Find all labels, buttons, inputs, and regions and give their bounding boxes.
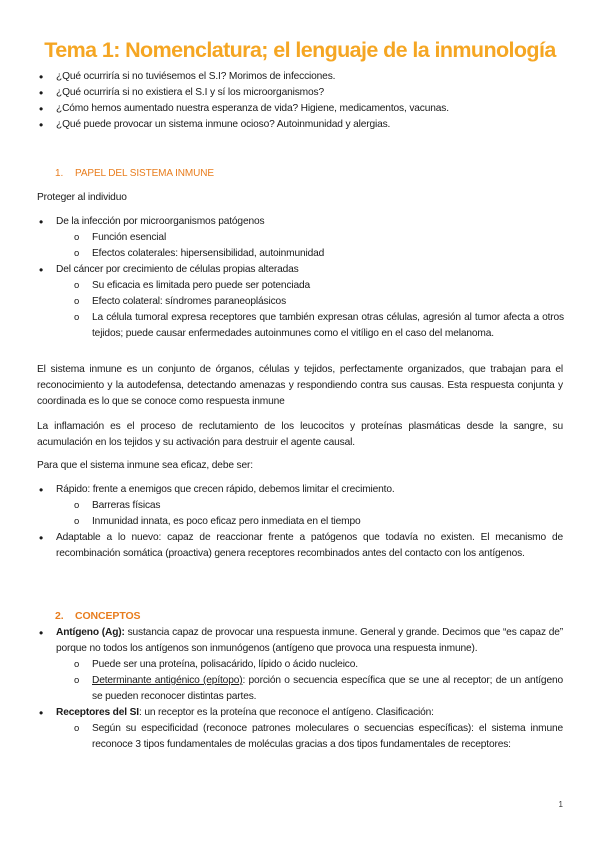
sub-list-item: o Función esencial [19, 230, 570, 246]
roles-list [19, 214, 570, 342]
section-number: 2. [55, 610, 64, 622]
concepts-list [19, 625, 563, 753]
sub-list-item: o Según su especificidad (reconoce patrones moleculares o secuencias específicas): el sistema inmune reconoce 3 tipos fundamentales de moléculas gracias a dos tipos fundamentales de receptores: [19, 721, 563, 753]
term-antigen: Antígeno (Ag): [56, 627, 125, 638]
sub-list-item: o Barreras físicas [19, 498, 563, 514]
page-number: 1 [558, 800, 563, 809]
list-item: • Rápido: frente a enemigos que crecen rápido, debemos limitar el crecimiento. [19, 482, 563, 498]
term-epitope: Determinante antigénico (epítopo) [92, 675, 243, 686]
sub-list-item [19, 673, 563, 705]
list-item [19, 625, 563, 657]
list-item: • ¿Cómo hemos aumentado nuestra esperanza de vida? Higiene, medicamentos, vacunas. [19, 101, 570, 117]
sub-list-item: o Su eficacia es limitada pero puede ser potenciada [19, 278, 570, 294]
definition-epitope: : porción o secuencia específica que se une al receptor; de un antígeno se pueden reconocer distintas partes. [92, 675, 563, 702]
section-number: 1. [55, 168, 64, 179]
intro-question-list [19, 69, 570, 133]
list-item: • ¿Qué puede provocar un sistema inmune ocioso? Autoinmunidad y alergias. [19, 117, 570, 133]
sub-list-item: o Efecto colateral: síndromes paraneoplásicos [19, 294, 570, 310]
sub-list-item: o Efectos colaterales: hipersensibilidad, autoinmunidad [19, 246, 570, 262]
term-receptors: Receptores del SI [56, 707, 139, 718]
definition-antigen: sustancia capaz de provocar una respuesta inmune. General y grande. Decimos que “es capaz de” porque no todos los antígenos son inmunógenos (antígeno que provoca una respuesta inmune). [56, 627, 563, 654]
list-item: • De la infección por microorganismos patógenos [19, 214, 570, 230]
sub-list-item: o Puede ser una proteína, polisacárido, lípido o ácido nucleico. [19, 657, 563, 673]
list-item [19, 705, 563, 721]
sub-list-item: o Inmunidad innata, es poco eficaz pero inmediata en el tiempo [19, 514, 563, 530]
list-item: • ¿Qué ocurriría si no existiera el S.I y sí los microorganismos? [19, 85, 570, 101]
list-item: • Adaptable a lo nuevo: capaz de reaccionar frente a patógenos que todavía no existen. El mecanismo de recombinación somática (proactiva) genera receptores recombinados antes del contacto con los antígenos. [19, 530, 563, 562]
section-title: CONCEPTOS [75, 610, 141, 622]
paragraph-requirements: Para que el sistema inmune sea eficaz, debe ser: [37, 460, 253, 471]
paragraph-immune-system: El sistema inmune es un conjunto de órganos, células y tejidos, perfectamente organizados, que trabajan para el reconocimiento y la autodefensa, detectando amenazas y respondiendo contra sus causas. Esta respuesta conjunta y coordinada es lo que se conoce como respuesta inmune [37, 364, 563, 407]
characteristics-list [19, 482, 563, 562]
section-title: PAPEL DEL SISTEMA INMUNE [75, 168, 214, 179]
section-1-lead: Proteger al individuo [37, 192, 127, 203]
list-item: • ¿Qué ocurriría si no tuviésemos el S.I? Morimos de infecciones. [19, 69, 570, 85]
sub-list-item: o La célula tumoral expresa receptores que también expresan otras células, agresión al tumor afecta a otros tejidos; puede causar enfermedades autoinmunes como el vitíligo en el caso del melanoma. [19, 310, 570, 342]
paragraph-inflammation: La inflamación es el proceso de reclutamiento de los leucocitos y proteínas plasmáticas desde la sangre, su acumulación en los tejidos y su activación para destruir el agente causal. [37, 421, 563, 448]
definition-receptors: : un receptor es la proteína que reconoce el antígeno. Clasificación: [138, 707, 434, 718]
section-1-heading [55, 168, 214, 179]
section-2-heading [55, 610, 140, 622]
page-title: Tema 1: Nomenclatura; el lenguaje de la inmunología [44, 38, 556, 62]
list-item: • Del cáncer por crecimiento de células propias alteradas [19, 262, 570, 278]
